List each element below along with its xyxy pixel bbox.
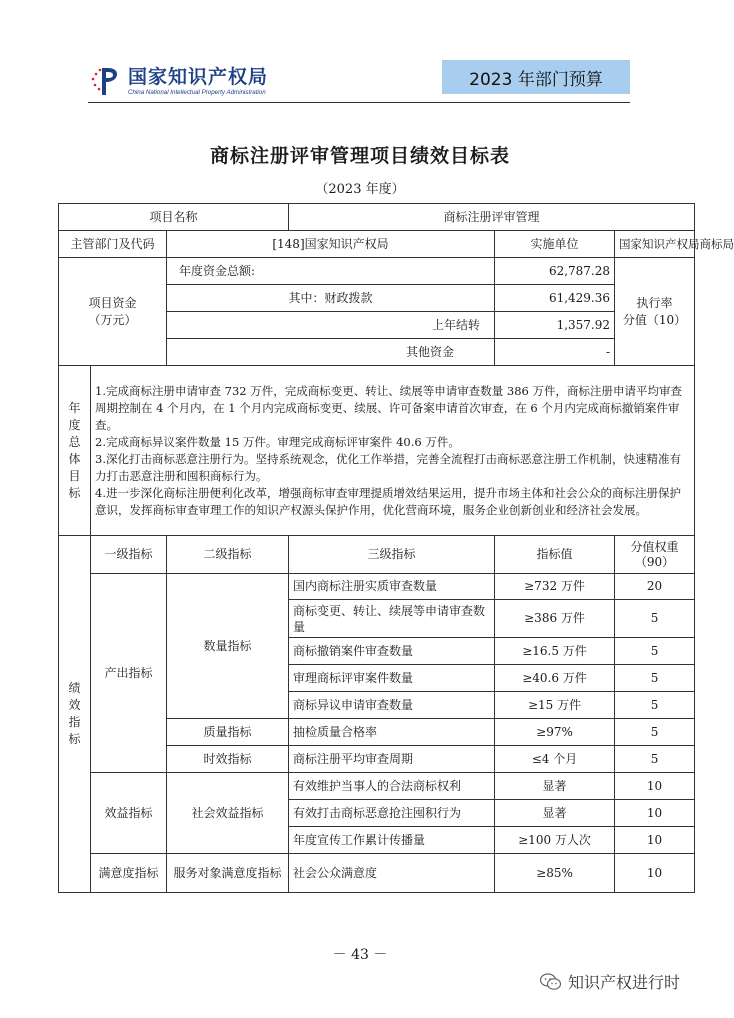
fund-row-value: 1,357.92 [495, 312, 615, 339]
exec-rate-label: 执行率 分值（10） [615, 258, 695, 366]
perf-indicator-label: 绩 效 指 标 [59, 536, 91, 893]
impl-unit-value: 国家知识产权局商标局 [615, 231, 695, 258]
fund-row-value: 61,429.36 [495, 285, 615, 312]
page-header [88, 56, 630, 104]
benefit-indicator-label: 效益指标 [91, 773, 167, 854]
indicator-value: ≤4 个月 [495, 746, 615, 773]
social-benefit-label: 社会效益指标 [167, 773, 289, 854]
output-indicator-label: 产出指标 [91, 574, 167, 773]
indicator-value: 显著 [495, 800, 615, 827]
indicator-value: ≥15 万件 [495, 692, 615, 719]
indicator-name: 审理商标评审案件数量 [289, 665, 495, 692]
performance-target-table [58, 203, 734, 893]
indicator-name: 国内商标注册实质审查数量 [289, 574, 495, 600]
indicator-weight: 5 [615, 746, 695, 773]
page-number: － 43 － [332, 947, 388, 963]
annual-goals [91, 366, 695, 536]
col-header-level2: 二级指标 [167, 536, 289, 574]
logo-english-name: China National Intellectual Property Administration [128, 88, 266, 96]
col-header-weight: 分值权重 （90） [615, 536, 695, 574]
indicator-weight: 5 [615, 719, 695, 746]
dept-label: 主管部门及代码 [59, 231, 167, 258]
indicator-name: 商标变更、转让、续展等申请审查数量 [289, 600, 495, 638]
indicator-weight: 10 [615, 827, 695, 854]
fund-label: 项目资金 （万元） [59, 258, 167, 366]
indicator-weight: 5 [615, 638, 695, 665]
cnipa-logo-icon [88, 64, 122, 98]
footer-brand [540, 970, 680, 993]
indicator-value: ≥40.6 万件 [495, 665, 615, 692]
indicator-weight: 5 [615, 692, 695, 719]
quantity-indicator-label: 数量指标 [167, 574, 289, 719]
indicator-weight: 20 [615, 574, 695, 600]
indicator-name: 商标撤销案件审查数量 [289, 638, 495, 665]
annual-goal-item: 3.深化打击商标恶意注册行为。坚持系统观念，优化工作举措，完善全流程打击商标恶意注册工作机制，快速精准有力打击恶意注册和囤积商标行为。 [95, 451, 681, 483]
indicator-name: 年度宣传工作累计传播量 [289, 827, 495, 854]
indicator-value: ≥732 万件 [495, 574, 615, 600]
project-name-label: 项目名称 [59, 204, 289, 231]
document-title: 商标注册评审管理项目绩效目标表 [209, 145, 510, 167]
impl-unit-label: 实施单位 [495, 231, 615, 258]
logo-chinese-name: 国家知识产权局 [128, 65, 269, 88]
indicator-weight: 10 [615, 854, 695, 893]
indicator-weight: 10 [615, 800, 695, 827]
project-name-value: 商标注册评审管理 [289, 204, 695, 231]
wechat-icon [540, 973, 562, 991]
time-indicator-label: 时效指标 [167, 746, 289, 773]
indicator-name: 抽检质量合格率 [289, 719, 495, 746]
fund-row-value: - [495, 339, 615, 366]
annual-goal-label: 年 度 总 体 目 标 [59, 366, 91, 536]
indicator-value: ≥16.5 万件 [495, 638, 615, 665]
indicator-name: 有效维护当事人的合法商标权利 [289, 773, 495, 800]
indicator-value: ≥97% [495, 719, 615, 746]
indicator-weight: 5 [615, 600, 695, 638]
fund-row-value: 62,787.28 [495, 258, 615, 285]
annual-goal-item: 2.完成商标异议案件数量 15 万件。审理完成商标评审案件 40.6 万件。 [95, 434, 460, 449]
col-header-level3: 三级指标 [289, 536, 495, 574]
cnipa-logo [88, 64, 268, 98]
indicator-value: ≥85% [495, 854, 615, 893]
service-satisfaction-label: 服务对象满意度指标 [167, 854, 289, 893]
indicator-weight: 10 [615, 773, 695, 800]
indicator-value: ≥100 万人次 [495, 827, 615, 854]
indicator-name: 商标异议申请审查数量 [289, 692, 495, 719]
col-header-value: 指标值 [495, 536, 615, 574]
col-header-level1: 一级指标 [91, 536, 167, 574]
indicator-value: 显著 [495, 773, 615, 800]
indicator-name: 有效打击商标恶意抢注囤积行为 [289, 800, 495, 827]
indicator-value: ≥386 万件 [495, 600, 615, 638]
fund-row-label: 年度资金总额: [167, 258, 495, 285]
indicator-weight: 5 [615, 665, 695, 692]
footer-brand-text: 知识产权进行时 [568, 973, 681, 992]
budget-year-label: 2023 年部门预算 [442, 60, 630, 94]
annual-goal-item: 1.完成商标注册申请审查 732 万件，完成商标变更、转让、续展等申请审查数量 386 万件，商标注册申请平均审查周期控制在 4 个月内，在 1 个月内完成商标变更、续展、许可备案申请首次审查，在 6 个月内完成商标撤销案件审查。 [95, 383, 682, 432]
fund-row-label: 其他资金 [167, 339, 495, 366]
annual-goal-item: 4.进一步深化商标注册便利化改革，增强商标审查审理提质增效结果运用，提升市场主体和社会公众的商标注册保护意识，发挥商标审查审理工作的知识产权源头保护作用，优化营商环境，服务企业创新创业和经济社会发展。 [95, 485, 681, 517]
indicator-name: 社会公众满意度 [289, 854, 495, 893]
fund-row-label: 其中：财政拨款 [167, 285, 495, 312]
quality-indicator-label: 质量指标 [167, 719, 289, 746]
dept-value: [148]国家知识产权局 [167, 231, 495, 258]
header-divider [88, 102, 630, 103]
indicator-name: 商标注册平均审查周期 [289, 746, 495, 773]
document-subtitle: （2023 年度） [315, 182, 405, 197]
satisfaction-indicator-label: 满意度指标 [91, 854, 167, 893]
fund-row-label: 上年结转 [167, 312, 495, 339]
